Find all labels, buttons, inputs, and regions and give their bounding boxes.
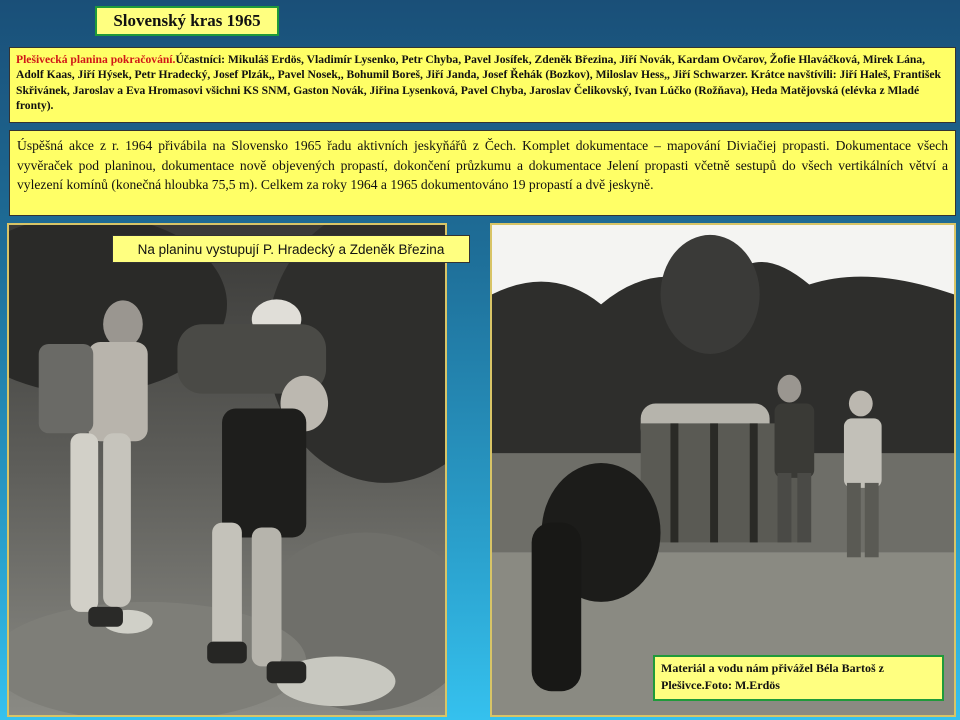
participants-text: Účastníci: Mikuláš Erdös, Vladimír Lysenko, Petr Chyba, Pavel Josífek, Zdeněk Březina, Jiří Novák, Kardam Ovčarov, Žofie Hlaváčková, Mirek Lána, Adolf Kaas, Jiří Hýsek, Petr Hradecký, Josef Plzák,, Pavel Nosek,, Bohumil Boreš, Jiří Janda, Josef Řehák (Bozkov), Miloslav Hess,, Jiří Schwarzer. Krátce navštívili: Jiří Haleš, František Skřivánek, Jaroslav a Eva Hromasovi všichni KS SNM, Gaston Novák, Jiřina Lysenková, Pavel Chyba, Jaroslav Čelikovský, Ivan Lúčko (Rožňava), Heda Matějovská (elévka z Mladé fronty). [16,53,941,113]
participants-heading: Plešivecká planina pokračování. [16,53,176,66]
participants-box [9,47,956,123]
summary-box: Úspěšná akce z r. 1964 přivábila na Slovensko 1965 řadu aktivních jeskyňářů z Čech. Komplet dokumentace – mapování Diviačiej propasti. Dokumentace všech vyvěraček pod planinou, dokumentace nově objevených propastí, dokončení průzkumu a dokumentace Jelení propasti včetně sestupů do všech vertikálních větví a vylezení komínů (konečná hloubka 75,5 m). Celkem za roky 1964 a 1965 dokumentováno 19 propastí a dvě jeskyně. [9,130,956,216]
photo-caption-right: Materiál a vodu nám přivážel Béla Bartoš z Plešivce.Foto: M.Erdös [653,655,944,701]
page-title: Slovenský kras 1965 [95,6,279,36]
photo-horse-cart [490,223,956,717]
photo-hikers [7,223,447,717]
photo-caption-left: Na planinu vystupují P. Hradecký a Zdeněk Březina [112,235,470,263]
